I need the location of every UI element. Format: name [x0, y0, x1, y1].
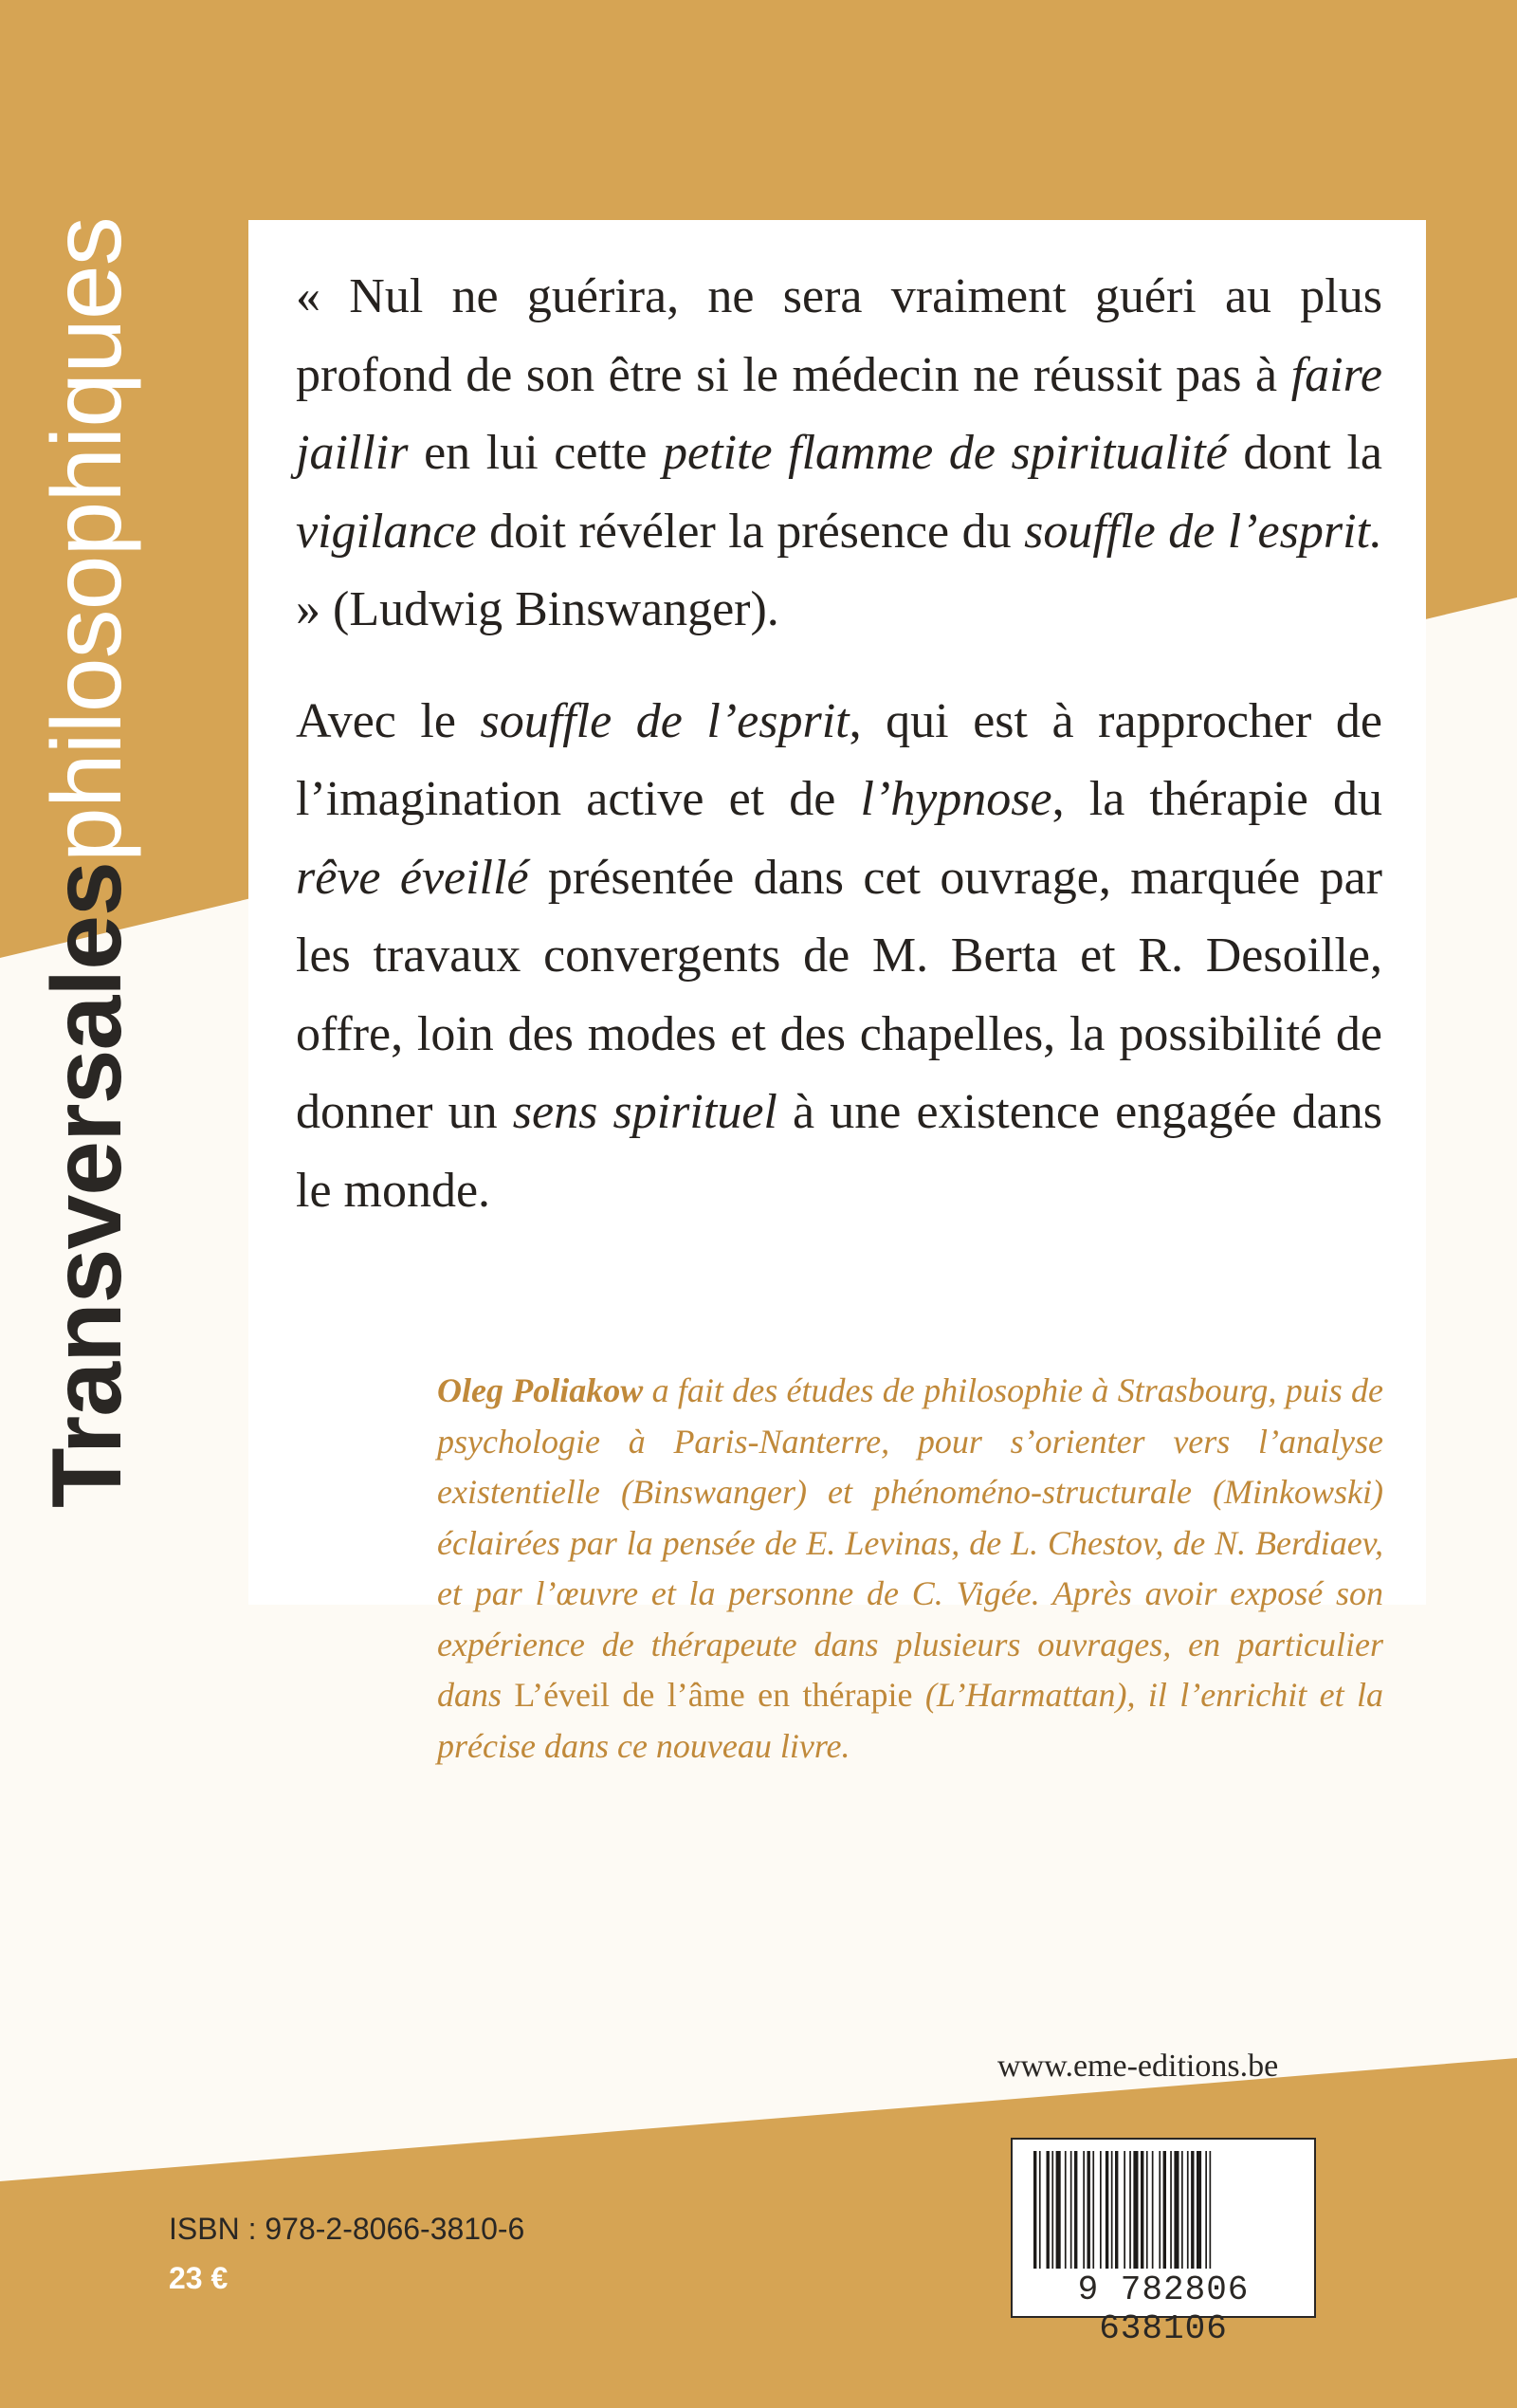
back-cover-text: [296, 258, 1382, 1230]
author-name: Oleg Poliakow: [437, 1371, 644, 1409]
barcode: [1011, 2138, 1316, 2348]
quote-paragraph: « Nul ne guérira, ne sera vraiment guéri au plus profond de son être si le médecin ne réussit pas à faire jaillir en lui cette petite flamme de spiritualité dont la vigilance doit révéler la présence du souffle de l’esprit. » (Ludwig Binswanger).: [296, 269, 1382, 636]
publisher-url: www.eme-editions.be: [997, 2049, 1279, 2084]
barcode-digits: 9 782806 638106: [1077, 2270, 1250, 2348]
series-title-part2: philosophiques: [32, 217, 142, 863]
series-title: [32, 217, 142, 1508]
book-title: L’éveil de l’âme en thérapie: [514, 1676, 913, 1714]
series-title-part1: Transversales: [32, 862, 142, 1508]
isbn: ISBN : 978-2-8066-3810-6: [169, 2212, 525, 2246]
price: 23 €: [169, 2261, 228, 2295]
author-bio: Oleg Poliakow a fait des études de philosophie à Strasbourg, puis de psychologie à Paris-Nanterre, pour s’orienter vers l’analyse existentielle (Binswanger) et phénoméno-structurale (Minkowski) éclairées par la pensée de E. Levinas, de L. Chestov, de N. Berdiaev, et par l’œuvre et la personne de C. Vigée. Après avoir exposé son expérience de thérapeute dans plusieurs ouvrages, en particulier dans L’éveil de l’âme en thérapie (L’Harmattan), il l’enrichit et la précise dans ce nouveau livre.: [437, 1371, 1384, 1765]
description-paragraph: Avec le souffle de l’esprit, qui est à rapprocher de l’imagination active et de l’hypnose, la thérapie du rêve éveillé présentée dans cet ouvrage, marquée par les travaux convergents de M. Berta et R. Desoille, offre, loin des modes et des chapelles, la possibilité de donner un sens spirituel à une existence engagée dans le monde.: [296, 693, 1383, 1218]
barcode-bars: [1033, 2151, 1299, 2269]
